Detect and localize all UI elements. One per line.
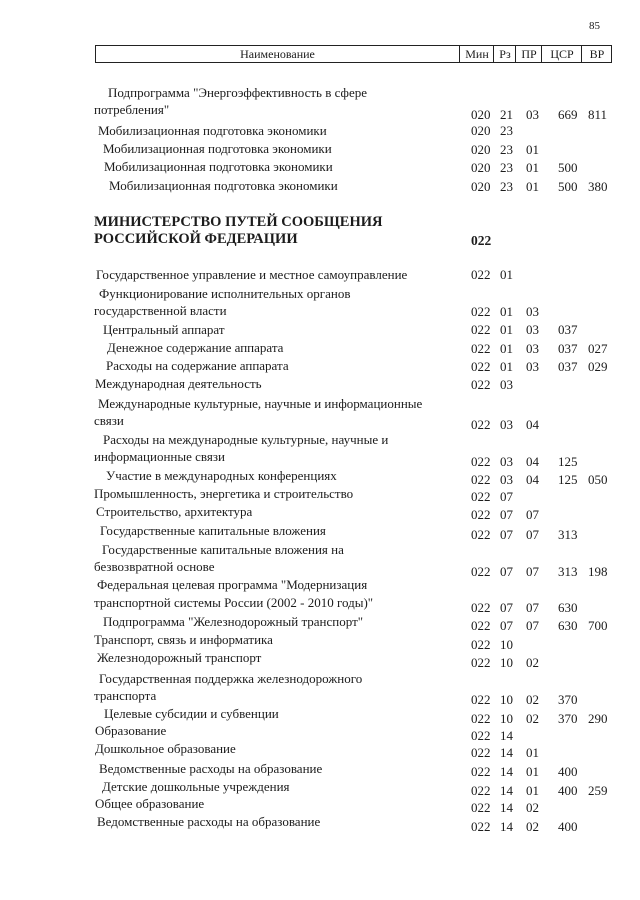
row-name-line: транспорта <box>94 688 157 703</box>
row-pr-code: 07 <box>526 600 539 615</box>
row-min-code: 022 <box>471 618 491 633</box>
row-name-line: Мобилизационная подготовка экономики <box>109 178 338 193</box>
row-pr-code: 04 <box>526 454 539 469</box>
row-rz-code: 03 <box>500 377 513 392</box>
row-min-code: 022 <box>471 489 491 504</box>
header-pr: ПР <box>515 46 542 62</box>
row-name-line: Международная деятельность <box>95 376 262 391</box>
row-min-code: 022 <box>471 728 491 743</box>
row-min-code: 022 <box>471 764 491 779</box>
row-rz-code: 14 <box>500 783 513 798</box>
row-rz-code: 01 <box>500 359 513 374</box>
row-pr-code: 03 <box>526 359 539 374</box>
row-name-line: Участие в международных конференциях <box>106 468 337 483</box>
row-name-line: Расходы на международные культурные, научные и <box>103 432 389 447</box>
row-pr-code: 02 <box>526 819 539 834</box>
row-pr-code: 01 <box>526 160 539 175</box>
row-pr-code: 03 <box>526 107 539 122</box>
row-min-code: 020 <box>471 160 491 175</box>
row-name-line: Подпрограмма "Энергоэффективность в сфере <box>108 85 368 100</box>
row-csr-code: 630 <box>558 618 578 633</box>
page-number: 85 <box>589 20 600 32</box>
row-name-line: Дошкольное образование <box>95 741 236 756</box>
row-csr-code: 313 <box>558 564 578 579</box>
header-rz: Рз <box>493 46 516 62</box>
row-vr-code: 198 <box>588 564 608 579</box>
row-rz-code: 07 <box>500 564 513 579</box>
row-min-code: 022 <box>471 564 491 579</box>
row-min-code: 022 <box>471 655 491 670</box>
row-name-line: Государственное управление и местное самоуправление <box>96 267 408 282</box>
row-rz-code: 01 <box>500 322 513 337</box>
row-name-line: МИНИСТЕРСТВО ПУТЕЙ СООБЩЕНИЯ <box>94 214 383 230</box>
row-name-line: Образование <box>95 723 167 738</box>
row-rz-code: 03 <box>500 454 513 469</box>
row-name-line: государственной власти <box>94 303 227 318</box>
row-pr-code: 01 <box>526 783 539 798</box>
row-rz-code: 07 <box>500 618 513 633</box>
row-name-line: Функционирование исполнительных органов <box>99 286 351 301</box>
row-rz-code: 14 <box>500 800 513 815</box>
row-min-code: 022 <box>471 377 491 392</box>
row-rz-code: 01 <box>500 267 513 282</box>
row-rz-code: 23 <box>500 142 513 157</box>
header-csr: ЦСР <box>541 46 582 62</box>
row-rz-code: 14 <box>500 728 513 743</box>
row-csr-code: 125 <box>558 472 578 487</box>
row-name-line: Международные культурные, научные и информационные <box>98 396 423 411</box>
row-min-code: 022 <box>471 359 491 374</box>
row-rz-code: 07 <box>500 489 513 504</box>
row-name-line: Детские дошкольные учреждения <box>102 779 290 794</box>
row-name-line: Мобилизационная подготовка экономики <box>103 141 332 156</box>
row-rz-code: 01 <box>500 341 513 356</box>
header-name: Наименование <box>240 47 315 61</box>
row-min-code: 022 <box>471 800 491 815</box>
row-vr-code: 259 <box>588 783 608 798</box>
row-min-code: 022 <box>471 304 491 319</box>
row-csr-code: 313 <box>558 527 578 542</box>
row-min-code: 022 <box>471 472 491 487</box>
row-name-line: РОССИЙСКОЙ ФЕДЕРАЦИИ <box>94 231 298 247</box>
row-csr-code: 400 <box>558 819 578 834</box>
row-csr-code: 370 <box>558 692 578 707</box>
row-rz-code: 07 <box>500 600 513 615</box>
row-name-line: Подпрограмма "Железнодорожный транспорт" <box>103 614 364 629</box>
row-pr-code: 03 <box>526 304 539 319</box>
row-rz-code: 01 <box>500 304 513 319</box>
row-name-line: связи <box>94 413 124 428</box>
row-rz-code: 23 <box>500 123 513 138</box>
row-min-code: 020 <box>471 142 491 157</box>
row-min-code: 022 <box>471 600 491 615</box>
row-rz-code: 10 <box>500 637 513 652</box>
row-name-line: Ведомственные расходы на образование <box>99 761 323 776</box>
row-min-code: 022 <box>471 819 491 834</box>
row-rz-code: 10 <box>500 655 513 670</box>
row-csr-code: 630 <box>558 600 578 615</box>
row-name-line: Государственные капитальные вложения на <box>102 542 344 557</box>
row-rz-code: 14 <box>500 764 513 779</box>
row-csr-code: 500 <box>558 160 578 175</box>
row-pr-code: 03 <box>526 341 539 356</box>
row-pr-code: 07 <box>526 564 539 579</box>
row-rz-code: 10 <box>500 711 513 726</box>
row-name-line: Мобилизационная подготовка экономики <box>98 123 327 138</box>
row-vr-code: 811 <box>588 107 608 122</box>
row-min-code: 022 <box>471 711 491 726</box>
row-pr-code: 02 <box>526 692 539 707</box>
row-rz-code: 03 <box>500 417 513 432</box>
row-vr-code: 290 <box>588 711 608 726</box>
row-pr-code: 01 <box>526 745 539 760</box>
row-name-line: Целевые субсидии и субвенции <box>104 706 279 721</box>
row-min-code: 022 <box>471 783 491 798</box>
row-csr-code: 125 <box>558 454 578 469</box>
row-csr-code: 370 <box>558 711 578 726</box>
header-min: Мин <box>459 46 494 62</box>
row-rz-code: 14 <box>500 745 513 760</box>
row-name-line: Расходы на содержание аппарата <box>106 358 289 373</box>
row-pr-code: 04 <box>526 417 539 432</box>
row-name-line: Государственные капитальные вложения <box>100 523 326 538</box>
row-rz-code: 03 <box>500 472 513 487</box>
row-vr-code: 027 <box>588 341 608 356</box>
row-min-code: 020 <box>471 123 491 138</box>
row-csr-code: 500 <box>558 179 578 194</box>
row-csr-code: 037 <box>558 322 578 337</box>
row-rz-code: 21 <box>500 107 513 122</box>
row-name-line: Промышленность, энергетика и строительство <box>94 486 354 501</box>
row-csr-code: 669 <box>558 107 578 122</box>
row-csr-code: 400 <box>558 764 578 779</box>
row-name-line: Ведомственные расходы на образование <box>97 814 321 829</box>
row-rz-code: 14 <box>500 819 513 834</box>
row-min-code: 022 <box>471 417 491 432</box>
row-min-code: 022 <box>471 745 491 760</box>
row-vr-code: 029 <box>588 359 608 374</box>
row-csr-code: 400 <box>558 783 578 798</box>
table-header <box>95 45 612 63</box>
row-name-line: транспортной системы России (2002 - 2010 годы)" <box>94 595 374 610</box>
row-name-line: Железнодорожный транспорт <box>97 650 262 665</box>
row-pr-code: 01 <box>526 179 539 194</box>
row-rz-code: 23 <box>500 160 513 175</box>
row-pr-code: 04 <box>526 472 539 487</box>
row-pr-code: 07 <box>526 527 539 542</box>
row-name-line: Государственная поддержка железнодорожного <box>99 671 363 686</box>
row-name-line: Транспорт, связь и информатика <box>94 632 273 647</box>
row-pr-code: 01 <box>526 142 539 157</box>
row-pr-code: 03 <box>526 322 539 337</box>
row-name-line: информационные связи <box>94 449 225 464</box>
row-min-code: 022 <box>471 637 491 652</box>
row-name-line: Федеральная целевая программа "Модернизация <box>97 577 368 592</box>
row-min-code: 022 <box>471 454 491 469</box>
row-pr-code: 02 <box>526 800 539 815</box>
row-csr-code: 037 <box>558 341 578 356</box>
row-rz-code: 10 <box>500 692 513 707</box>
row-name-line: Строительство, архитектура <box>96 504 253 519</box>
row-min-code: 022 <box>471 322 491 337</box>
row-rz-code: 23 <box>500 179 513 194</box>
header-vr: ВР <box>581 46 612 62</box>
row-pr-code: 02 <box>526 711 539 726</box>
row-pr-code: 02 <box>526 655 539 670</box>
row-vr-code: 380 <box>588 179 608 194</box>
row-min-code: 022 <box>471 341 491 356</box>
row-min-code: 022 <box>471 692 491 707</box>
row-name-line: Денежное содержание аппарата <box>107 340 284 355</box>
row-pr-code: 07 <box>526 507 539 522</box>
row-pr-code: 01 <box>526 764 539 779</box>
row-name-line: потребления" <box>94 102 170 117</box>
row-min-code: 022 <box>471 267 491 282</box>
row-min-code: 020 <box>471 107 491 122</box>
row-vr-code: 700 <box>588 618 608 633</box>
row-name-line: Центральный аппарат <box>103 322 225 337</box>
row-pr-code: 07 <box>526 618 539 633</box>
row-name-line: Общее образование <box>95 796 205 811</box>
row-min-code: 020 <box>471 179 491 194</box>
row-csr-code: 037 <box>558 359 578 374</box>
row-rz-code: 07 <box>500 507 513 522</box>
row-min-code: 022 <box>471 507 491 522</box>
row-rz-code: 07 <box>500 527 513 542</box>
row-min-code: 022 <box>471 527 491 542</box>
row-name-line: безвозвратной основе <box>94 559 215 574</box>
row-name-line: Мобилизационная подготовка экономики <box>104 159 333 174</box>
row-min-code: 022 <box>471 233 492 248</box>
row-vr-code: 050 <box>588 472 608 487</box>
